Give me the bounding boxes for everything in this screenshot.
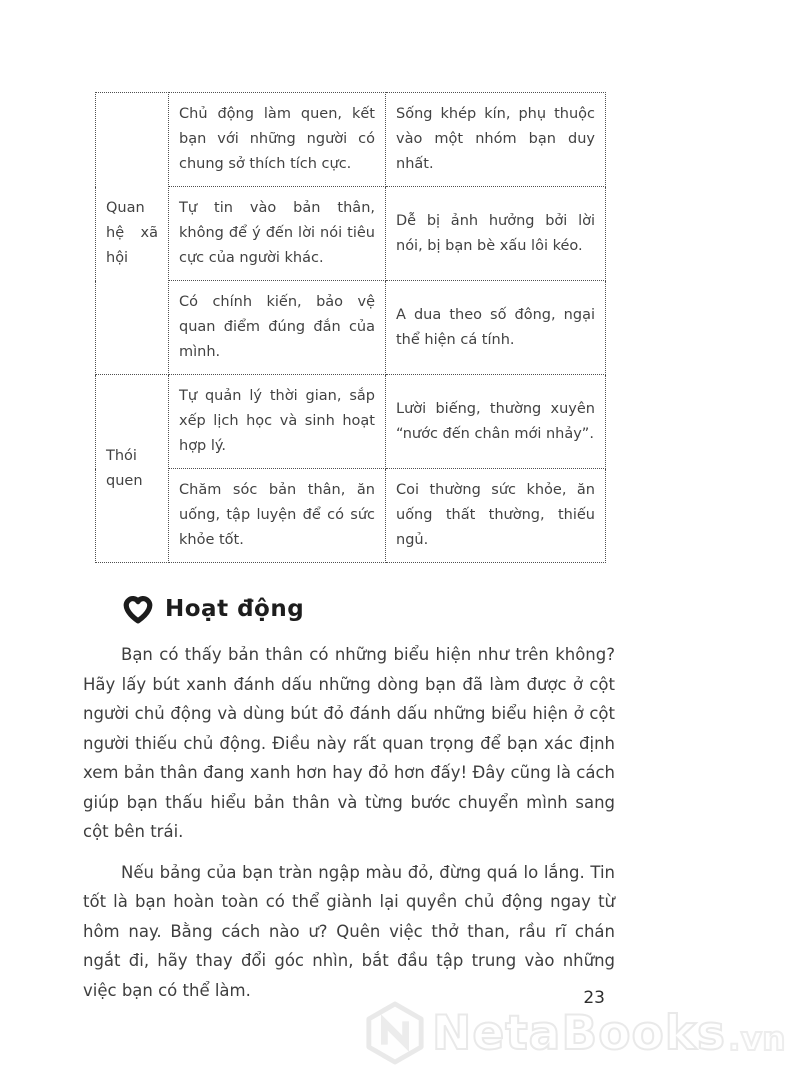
table-row — [96, 93, 606, 187]
table-cell-active: Tự tin vào bản thân, không để ý đến lời nói tiêu cực của người khác. — [169, 187, 386, 281]
watermark-suffix-text: .vn — [728, 1018, 786, 1058]
page-number: 23 — [583, 988, 605, 1008]
table-cell-active: Chủ động làm quen, kết bạn với những người có chung sở thích tích cực. — [169, 93, 386, 187]
behavior-comparison-table — [95, 92, 606, 563]
table-row — [96, 469, 606, 563]
table-cell-passive: Sống khép kín, phụ thuộc vào một nhóm bạn duy nhất. — [386, 93, 606, 187]
table-cell-active: Có chính kiến, bảo vệ quan điểm đúng đắn của mình. — [169, 281, 386, 375]
table-cell-active: Tự quản lý thời gian, sắp xếp lịch học và sinh hoạt hợp lý. — [169, 375, 386, 469]
table-cell-passive: Coi thường sức khỏe, ăn uống thất thường, thiếu ngủ. — [386, 469, 606, 563]
table-row — [96, 375, 606, 469]
table-cell-active: Chăm sóc bản thân, ăn uống, tập luyện để có sức khỏe tốt. — [169, 469, 386, 563]
row-group-header-habits: Thói quen — [96, 375, 169, 563]
paragraph: Nếu bảng của bạn tràn ngập màu đỏ, đừng quá lo lắng. Tin tốt là bạn hoàn toàn có thể giành lại quyền chủ động ngay từ hôm nay. Bằng cách nào ư? Quên việc thở than, rầu rĩ chán ngắt đi, hãy thay đổi góc nhìn, bắt đầu tập trung vào những việc bạn có thể làm. — [83, 862, 615, 1000]
table-row — [96, 281, 606, 375]
table-cell-passive: A dua theo số đông, ngại thể hiện cá tính. — [386, 281, 606, 375]
activity-heading-label: Hoạt động — [165, 596, 305, 622]
watermark-brand-text: NetaBooks — [432, 1005, 727, 1061]
activity-body — [83, 640, 615, 1005]
activity-section-heading — [121, 590, 615, 628]
netabooks-watermark — [364, 1000, 786, 1066]
table-cell-passive: Dễ bị ảnh hưởng bởi lời nói, bị bạn bè xấu lôi kéo. — [386, 187, 606, 281]
table-cell-passive: Lười biếng, thường xuyên “nước đến chân mới nhảy”. — [386, 375, 606, 469]
hexagon-n-logo-icon — [364, 1000, 426, 1066]
book-page-content — [83, 92, 615, 1016]
row-group-header-social: Quan hệ xã hội — [96, 93, 169, 375]
table-row — [96, 187, 606, 281]
paragraph: Bạn có thấy bản thân có những biểu hiện như trên không? Hãy lấy bút xanh đánh dấu những dòng bạn đã làm được ở cột người chủ động và dùng bút đỏ đánh dấu những biểu hiện ở cột người thiếu chủ động. Điều này rất quan trọng để bạn xác định xem bản thân đang xanh hơn hay đỏ hơn đấy! Đây cũng là cách giúp bạn thấu hiểu bản thân và từng bước chuyển mình sang cột bên trái. — [83, 645, 615, 841]
heart-icon — [121, 592, 155, 626]
